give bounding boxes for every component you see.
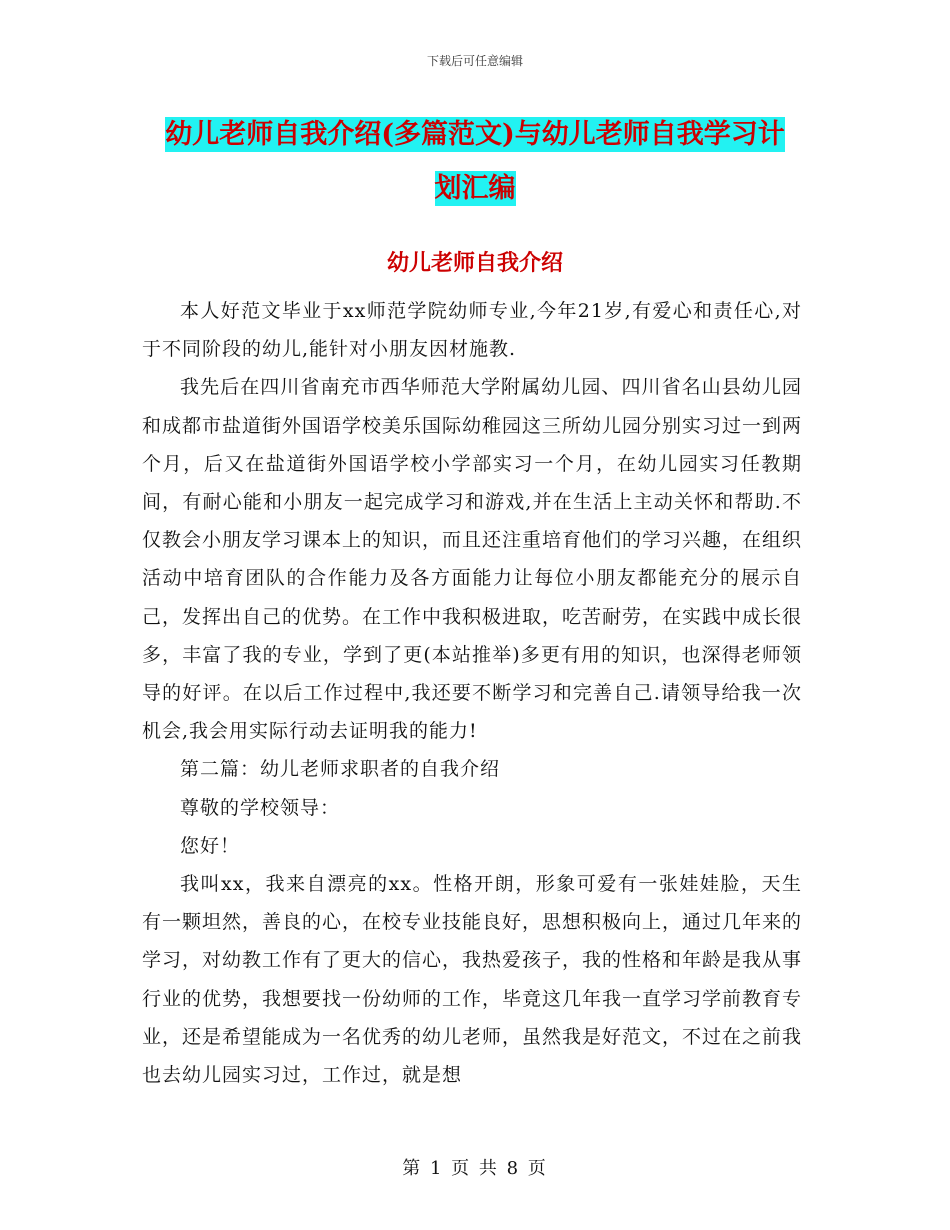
document-title-line2: 划汇编 [434,173,516,204]
paragraph: 尊敬的学校领导： [180,796,341,819]
paragraph: 我先后在四川省南充市西华师范大学附属幼儿园、四川省名山县幼儿园和成都市盐道街外国语学校美乐国际幼稚园这三所幼儿园分别实习过一到两个月，后又在盐道街外国语学校小学部实习一个月，在幼儿园实习任教期间，有耐心能和小朋友一起完成学习和游戏,并在生活上主动关怀和帮助.不仅教会小朋友学习课本上的知识，而且还注重培育他们的学习兴趣，在组织活动中培育团队的合作能力及各方面能力让每位小朋友都能充分的展示自己，发挥出自己的优势。在工作中我积极进取，吃苦耐劳，在实践中成长很多，丰富了我的专业，学到了更(本站推举)多更有用的知识，也深得老师领导的好评。在以后工作过程中,我还要不断学习和完善自己.请领导给我一次机会,我会用实际行动去证明我的能力! [142,376,803,743]
paragraph: 我叫xx，我来自漂亮的xx。性格开朗，形象可爱有一张娃娃脸，天生有一颗坦然，善良的心，在校专业技能良好，思想积极向上，通过几年来的学习，对幼教工作有了更大的信心，我热爱孩子，我的性格和年龄是我从事行业的优势，我想要找一份幼师的工作，毕竟这几年我一直学习学前教育专业，还是希望能成为一名优秀的幼儿老师，虽然我是好范文，不过在之前我也去幼儿园实习过，工作过，就是想 [142,873,803,1087]
document-title-line1: 幼儿老师自我介绍(多篇范文)与幼儿老师自我学习计 [165,119,785,150]
paragraph: 您好！ [180,834,241,857]
document-title [140,108,810,216]
document-body [142,292,802,1094]
page-number-footer: 第 1 页 共 8 页 [402,1158,548,1179]
paragraph: 第二篇：幼儿老师求职者的自我介绍 [180,758,501,781]
section-title: 幼儿老师自我介绍 [386,250,563,276]
header-note: 下载后可任意编辑 [426,54,523,68]
paragraph: 本人好范文毕业于xx师范学院幼师专业,今年21岁,有爱心和责任心,对于不同阶段的幼儿,能针对小朋友因材施教. [142,300,802,361]
